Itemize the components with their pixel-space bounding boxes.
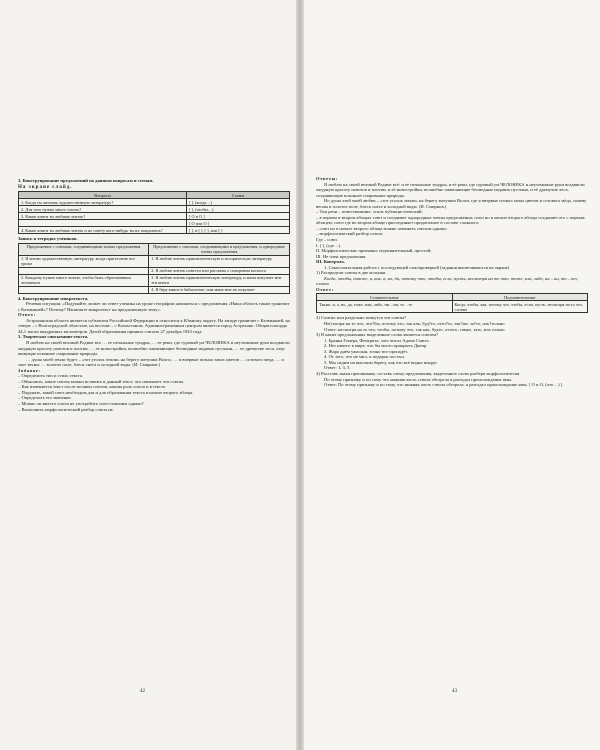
table1-header: Вопросы: [19, 192, 187, 199]
scheme-line: II. Морфологические признаки: подчинительный, простой;: [316, 248, 432, 254]
list-item: – Выполнить морфологический разбор союза не.: [18, 406, 114, 412]
questions-schemes-table: [18, 191, 290, 234]
table-row: [19, 267, 290, 274]
list-item: – Объяснить, какие союзы можно вставить в данный текст, что связывает эти союзы.: [18, 378, 185, 384]
answers-label: Ответы:: [316, 176, 338, 181]
task4-title: 4. Конструирование микротекста.: [18, 295, 89, 301]
together-text: Не(смотря на то что, что?бы, потому что, так как, буд?то, отто?го, так?же, за?то, иль?тольно: [324, 321, 505, 327]
list-item: 4. От того, что не мил, и подарок постыл.: [324, 354, 406, 360]
list-item: – союз но в начале второго абзаца можно заменить союзом однако;: [316, 225, 448, 231]
selfcheck-text: 1. Самостоятельная работа с последующей самопроверкой (задания высвечиваются на экране): [324, 264, 510, 270]
table-cell: Также, и, а, но, да, тоже, или, либо, ни…ни, то…то: [317, 301, 453, 313]
question-4-text: По этому признаку и по тому что нижняя часть ствола обгорела я разгадал происхождение ямы.: [324, 376, 512, 382]
left-page-content: [18, 178, 290, 412]
list-item: – Определить тип и стиль текста.: [18, 373, 84, 379]
distribute-task: 1) Распредели союзы в две колонки.: [316, 270, 387, 276]
list-item: – Как изменяется текст после вставки союзов, какова роль союза и в тексте.: [18, 384, 167, 390]
table-cell: [ ], (чтобы…): [187, 206, 290, 213]
list-item: 3. Жара днём ужасная, точно все пропадёт.: [324, 348, 408, 354]
question-3-answer: Ответ: 1, 3, 5.: [324, 365, 351, 371]
sentences-table: [18, 243, 290, 294]
notebook-note: Запись в тетрадях учеников.: [18, 236, 78, 242]
right-page: [304, 0, 600, 750]
table-row: [19, 227, 290, 234]
task3-title: 3. Конструирование предложений по данным вопросам и схемам.: [18, 178, 154, 183]
table-cell: 1. Я люблю читать приключенческую и историческую литературу: [149, 255, 290, 267]
table-cell: 1. Когда ты читаешь художественную литературу?: [19, 199, 187, 206]
poem-text: Я люблю на своей великой Родине все … ее печальные тундры, … ее реки, где суровый ум ЧЕЛОВЕКА и неутомимые руки воздвигли ажурную красоту шлюзов и плотин, … ее новостройки, волшебно оживляющие безлюдные недавно пустыни, … ее дремучие леса, озер живущие исконное очарование природы.: [18, 340, 290, 357]
slide-label: На экране слайд.: [18, 184, 73, 190]
speech-situation: Речевая ситуация: «Подумайте, может ли ответ ученика на уроке географии начинаться с предложения «Наша область также граничит с Казмынией»? Почему? Напишите микротекст на предложенную тему».: [18, 301, 290, 312]
list-item: 1. Бранка Гомера, Феокрита, зато читал Адама Смита.: [324, 337, 430, 343]
table-row: [19, 220, 290, 227]
table2-header: Предложение с союзами, соединяющими и предложения, и однородные члены предложения: [149, 243, 290, 255]
poem-text-continued: … душа моей земли будет – «тот уголок земли» на берегу матушки Волги, … и впервые познал запах цветов … сотового меда, … и снег весны … золотое поле, блеск снега и холодной воды. (И. Смирнов.): [18, 356, 284, 368]
list-item: – Тип речи – повествование, стиль публицистический;: [316, 209, 423, 215]
table-cell: [19, 286, 149, 293]
scheme-line: Где – союз.: [316, 237, 339, 243]
table-row: [317, 301, 588, 313]
list-item: – Определить его значение.: [18, 395, 72, 401]
page-number: 43: [452, 689, 457, 694]
scheme-line: III. Не член предложения.: [316, 253, 367, 259]
table-cell: [ ], и [ ], [ ], или [ ]: [187, 227, 290, 234]
conjunctions-list: Когда, чтобы, также, и, как, а, но, да, потому что, чтобы, если, пусть, несмотря на то что, тоже, или, либо, ни – ни, то – то, словно: [316, 275, 578, 287]
left-page: [0, 0, 296, 750]
answer-label: Ответ:: [18, 312, 36, 318]
right-page-content: [316, 176, 588, 388]
astrakhan-text: Астраханская область является субъектом Российской Федерации и относится к Южному округу. На западе граничит с Калмыкией, на севере – с Волгоградской областью, на востоке – с Казахстаном. Административным центром является город Астрахань. Общая площадь 44,1 тысяч квадратных километров. Датой образования принято считать 27 декабря 1943 года.: [18, 317, 290, 334]
list-item: – в первом и втором абзацах союз и соединяет однородные члены предложения; союз но в начале второго абзаца соединяет его с первым абзацем; союз где во втором абзаце присоединяет придаточное в составе сложного;: [316, 214, 585, 226]
table-cell: 4. Какие книги ты любишь читать и по совету кого-нибудь ты их покупаешь?: [19, 227, 187, 234]
section-control-title: III. Контроль.: [316, 259, 345, 265]
scheme-line: I. [ ], (где…).: [316, 242, 342, 248]
assignments-label: Задание:: [18, 367, 41, 373]
task3b-title: 3. Творческое списывание текста.: [18, 334, 89, 340]
table-row: [19, 274, 290, 286]
table-cell: 2. Для чего нужно много читать?: [19, 206, 187, 213]
together-question: 2) Слитно или раздельно пишутся эти союзы?: [316, 315, 407, 321]
table-cell: 2. Я люблю читать повести или рассказы о покорении космоса: [149, 267, 290, 274]
list-item: – Можно ли вместо союза не употребить союз-синоним однако?: [18, 401, 144, 407]
table-row: [19, 206, 290, 213]
conjunctions-table: [316, 293, 588, 313]
table3-header: Подчинительные: [452, 294, 588, 301]
table-cell: 2. Каждому нужно много читать, чтобы быть образованным человеком: [19, 274, 149, 286]
question-4: 4) Расставь знаки препинания; составь схему предложения, выделенное слово разбери морфологически.: [316, 370, 521, 376]
table-row: [19, 199, 290, 206]
question-3: 3) В каких предложениях выделенное слово является союзом?: [316, 332, 439, 338]
table-cell: 1. Я читаю художественную литературу, когда приготовлю все уроки: [19, 255, 149, 267]
table-row: [19, 286, 290, 293]
table-cell: [19, 267, 149, 274]
table-row: [19, 255, 290, 267]
table-cell: 3. Я люблю читать приключенческую литературу, и мама покупает мне эти книги: [149, 274, 290, 286]
table-cell: Когда, чтобы, как, потому что, чтобы, если, пусть, несмотря на то что, словно: [452, 301, 588, 313]
table-cell: 4. Я беру книги в библиотеке, или мама мне их покупает: [149, 286, 290, 293]
answer-label: Ответ:: [316, 286, 334, 292]
list-item: – Подумать, какой союз необходим для и для образования текста в начале второго абзаца.: [18, 389, 194, 395]
poem-answer: Я люблю на своей великой Родине всё: и её печальные тундры, и её реки, где суровый ум ЧЕЛОВЕКА и неутомимые руки воздвигли ажурную красоту шлюзов и плотин, и её новостройки, волшебно оживляющие безлюдные недавно пустыни, и её дремучие леса, сохраняющие исконное очарование природы.: [316, 181, 585, 198]
poem-answer-continued: Но душа этой моей любви – «тот уголок земли» на берегу матушки Волги, где я впервые познал запах цветов и сотового мёда, синеву весны и золотое поле, блеск снега и холодной воды. (И. Смирнов.): [316, 198, 587, 209]
table-cell: [ О и О ]: [187, 213, 290, 220]
book-gutter: [296, 0, 304, 750]
table-cell: [19, 220, 187, 227]
list-item: 2. Нет ничего в мире, что бы могло прикрыть Днепр.: [324, 343, 428, 349]
together-answer: Ответ: несмотря на то что, чтобы, потому что, так как, будто, оттого, также, зато, иль только: [324, 326, 505, 332]
table2-header: Предложение с союзами, соединяющими только предложения: [19, 243, 149, 255]
list-item: 5. Мы сидим на высоком берегу, как что всё видно вокруг.: [324, 359, 438, 365]
table-cell: [ О или О ]: [187, 220, 290, 227]
table-row: [19, 213, 290, 220]
page-number: 42: [140, 689, 145, 694]
table-cell: [ ], (когда…): [187, 199, 290, 206]
question-4-answer: Ответ: По этому признаку и по тому, что нижняя часть ствола обгорела, я разгадал происхождение ямы. [ О и О, (что…) ].: [324, 382, 564, 388]
table3-header: Сочинительные: [317, 294, 453, 301]
table-cell: 3. Какие книги ты любишь читать?: [19, 213, 187, 220]
table1-header: Схемы: [187, 192, 290, 199]
list-item: – морфологический разбор союза:: [316, 231, 384, 237]
